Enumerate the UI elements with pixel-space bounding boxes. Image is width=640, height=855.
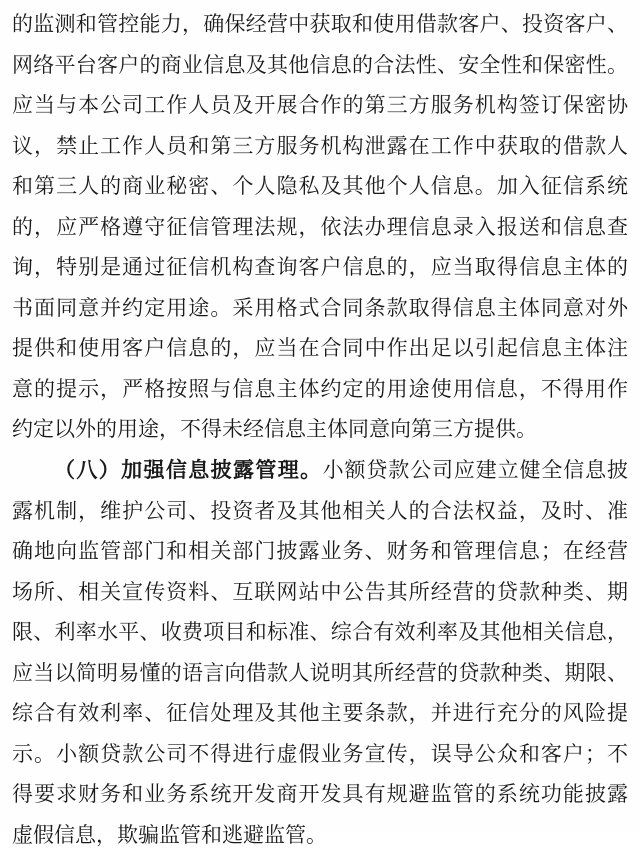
paragraph-line: 提供和使用客户信息的，应当在合同中作出足以引起信息主体注 <box>12 328 628 369</box>
paragraph-line: 限、利率水平、收费项目和标准、综合有效利率及其他相关信息， <box>12 612 628 653</box>
paragraph-line: 约定以外的用途，不得未经信息主体同意向第三方提供。 <box>12 409 628 450</box>
paragraph-line: 得要求财务和业务系统开发商开发具有规避监管的系统功能披露 <box>12 774 628 815</box>
paragraph-line: 综合有效利率、征信处理及其他主要条款，并进行充分的风险提 <box>12 693 628 734</box>
paragraph-line: 网络平台客户的商业信息及其他信息的合法性、安全性和保密性。 <box>12 45 628 86</box>
paragraph-line: 意的提示，严格按照与信息主体约定的用途使用信息，不得用作 <box>12 369 628 410</box>
paragraph-line: 应当与本公司工作人员及开展合作的第三方服务机构签订保密协 <box>12 85 628 126</box>
paragraph-line: 和第三人的商业秘密、个人隐私及其他个人信息。加入征信系统 <box>12 166 628 207</box>
paragraph-line: 议，禁止工作人员和第三方服务机构泄露在工作中获取的借款人 <box>12 126 628 167</box>
paragraph-line: 询，特别是通过征信机构查询客户信息的，应当取得信息主体的 <box>12 247 628 288</box>
paragraph-line: 虚假信息，欺骗监管和逃避监管。 <box>12 815 628 855</box>
paragraph-line: 露机制，维护公司、投资者及其他相关人的合法权益，及时、准 <box>12 491 628 532</box>
paragraph-line: 书面同意并约定用途。采用格式合同条款取得信息主体同意对外 <box>12 288 628 329</box>
paragraph-information-security <box>12 4 628 450</box>
paragraph-line: 的，应严格遵守征信管理法规，依法办理信息录入报送和信息查 <box>12 207 628 248</box>
paragraph-line: 应当以简明易懂的语言向借款人说明其所经营的贷款种类、期限、 <box>12 653 628 694</box>
section-heading: （八）加强信息披露管理。 <box>54 458 323 482</box>
paragraph-first-line <box>12 450 628 491</box>
paragraph-line: 示。小额贷款公司不得进行虚假业务宣传，误导公众和客户；不 <box>12 734 628 775</box>
paragraph-information-disclosure <box>12 450 628 855</box>
paragraph-line: 确地向监管部门和相关部门披露业务、财务和管理信息；在经营 <box>12 531 628 572</box>
paragraph-line: 场所、相关宣传资料、互联网站中公告其所经营的贷款种类、期 <box>12 572 628 613</box>
paragraph-line-rest: 小额贷款公司应建立健全信息披 <box>323 458 628 482</box>
paragraph-line: 的监测和管控能力，确保经营中获取和使用借款客户、投资客户、 <box>12 4 628 45</box>
